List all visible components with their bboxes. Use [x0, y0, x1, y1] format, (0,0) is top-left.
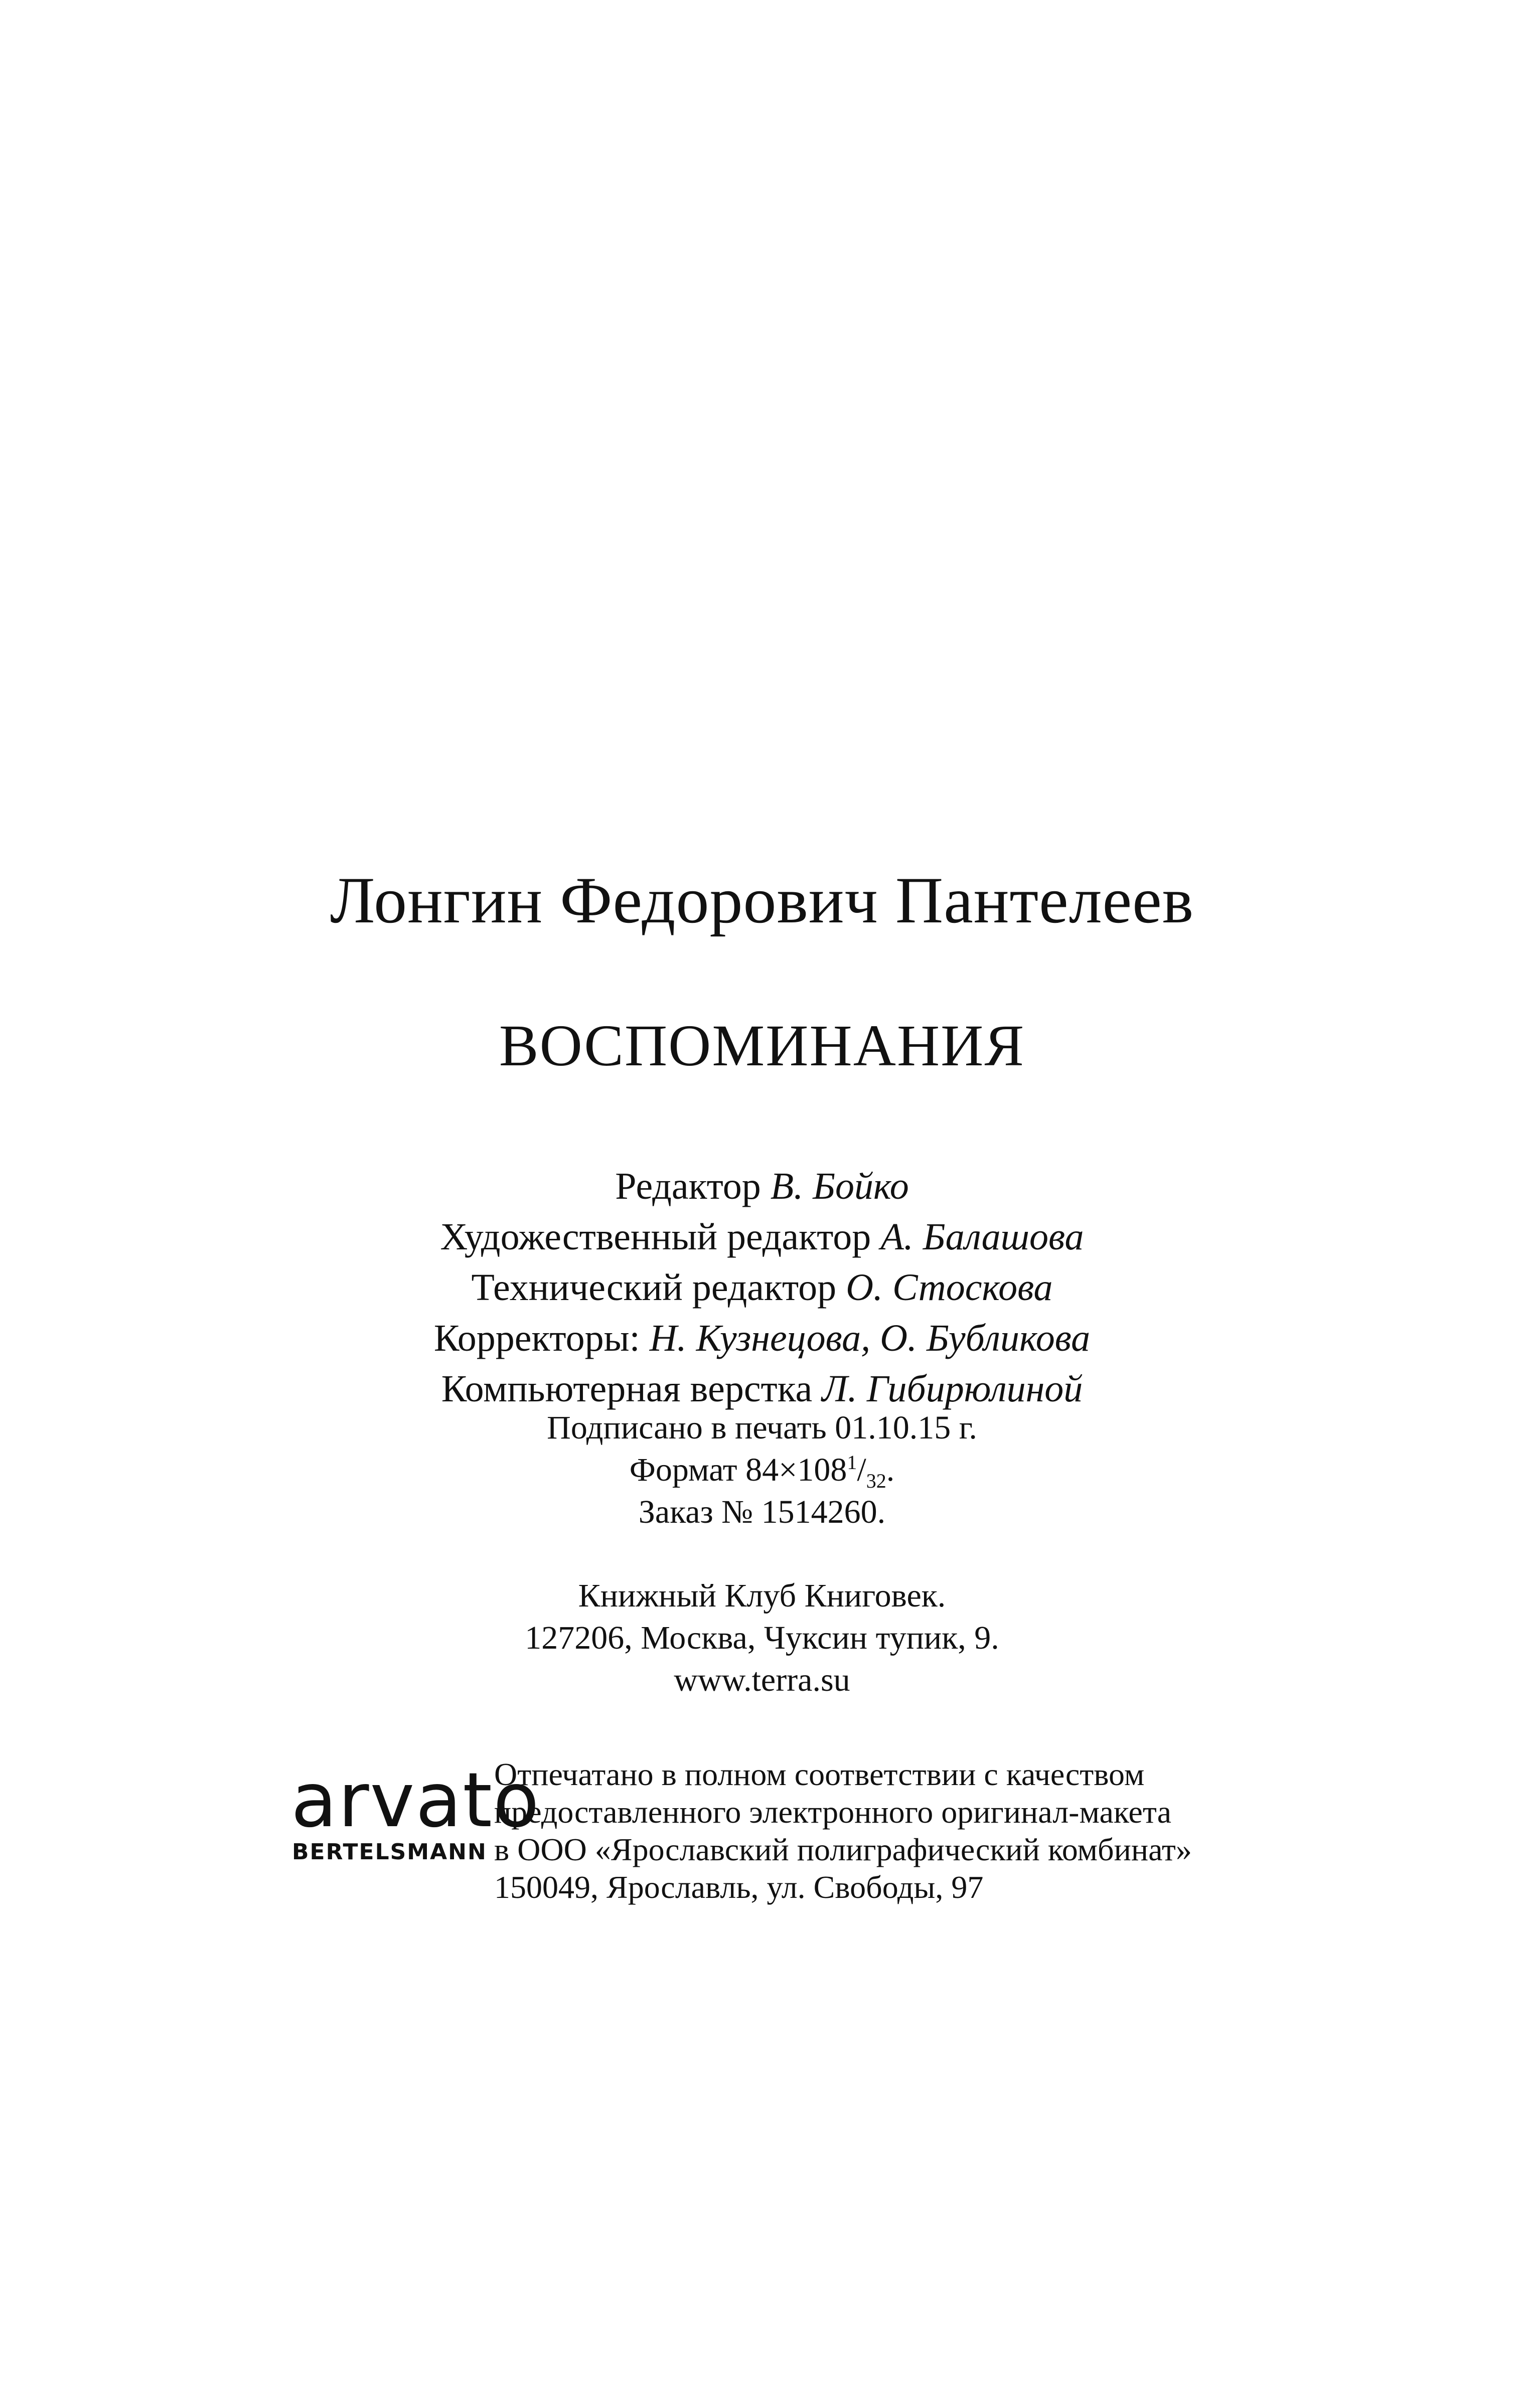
format-numerator: 1	[847, 1451, 857, 1474]
printer-statement	[494, 1755, 1447, 1906]
logo-subtitle: BERTELSMANN	[292, 1839, 487, 1865]
credit-line	[0, 1212, 1524, 1262]
credit-role: Компьютерная верстка	[441, 1368, 822, 1410]
publisher-website: www.terra.su	[674, 1662, 850, 1698]
logo-wordmark: arvato	[291, 1757, 540, 1844]
credit-person: О. Стоскова	[846, 1266, 1053, 1309]
printer-colophon	[291, 1755, 1445, 1906]
credit-line	[0, 1161, 1524, 1212]
credit-person: Н. Кузнецова, О. Бубликова	[649, 1317, 1091, 1359]
colophon-line: в ООО «Ярославский полиграфический комбинат»	[494, 1832, 1192, 1867]
credit-role: Корректоры:	[433, 1317, 650, 1359]
publisher-address: 127206, Москва, Чуксин тупик, 9.	[525, 1620, 999, 1656]
credit-person: А. Балашова	[880, 1216, 1084, 1258]
publisher-name: Книжный Клуб Книговек.	[578, 1577, 946, 1614]
publisher-block	[0, 1575, 1524, 1701]
colophon-line: 150049, Ярославль, ул. Свободы, 97	[494, 1869, 984, 1905]
credits-block	[0, 1161, 1524, 1414]
credit-line	[0, 1313, 1524, 1364]
credit-person: В. Бойко	[770, 1165, 909, 1207]
format-prefix: Формат 84×108	[629, 1452, 847, 1488]
colophon-line: предоставленного электронного оригинал-макета	[494, 1794, 1171, 1830]
credit-role: Технический редактор	[471, 1266, 846, 1309]
signed-to-print: Подписано в печать 01.10.15 г.	[547, 1409, 977, 1446]
format-line	[0, 1449, 1524, 1491]
format-denominator: 32	[866, 1470, 886, 1493]
book-title: ВОСПОМИНАНИЯ	[499, 1013, 1025, 1078]
colophon-line: Отпечатано в полном соответствии с качеством	[494, 1756, 1145, 1792]
order-number: Заказ № 1514260.	[638, 1494, 886, 1530]
credit-role: Художественный редактор	[440, 1216, 881, 1258]
author-name: Лонгин Федорович Пантелеев	[330, 863, 1194, 937]
credit-person: Л. Гибирюлиной	[822, 1368, 1083, 1410]
arvato-logo	[291, 1755, 540, 1901]
format-slash: /	[857, 1452, 866, 1488]
credit-role: Редактор	[615, 1165, 771, 1207]
format-suffix: .	[886, 1452, 895, 1488]
credit-line	[0, 1262, 1524, 1313]
print-info-block	[0, 1407, 1524, 1533]
